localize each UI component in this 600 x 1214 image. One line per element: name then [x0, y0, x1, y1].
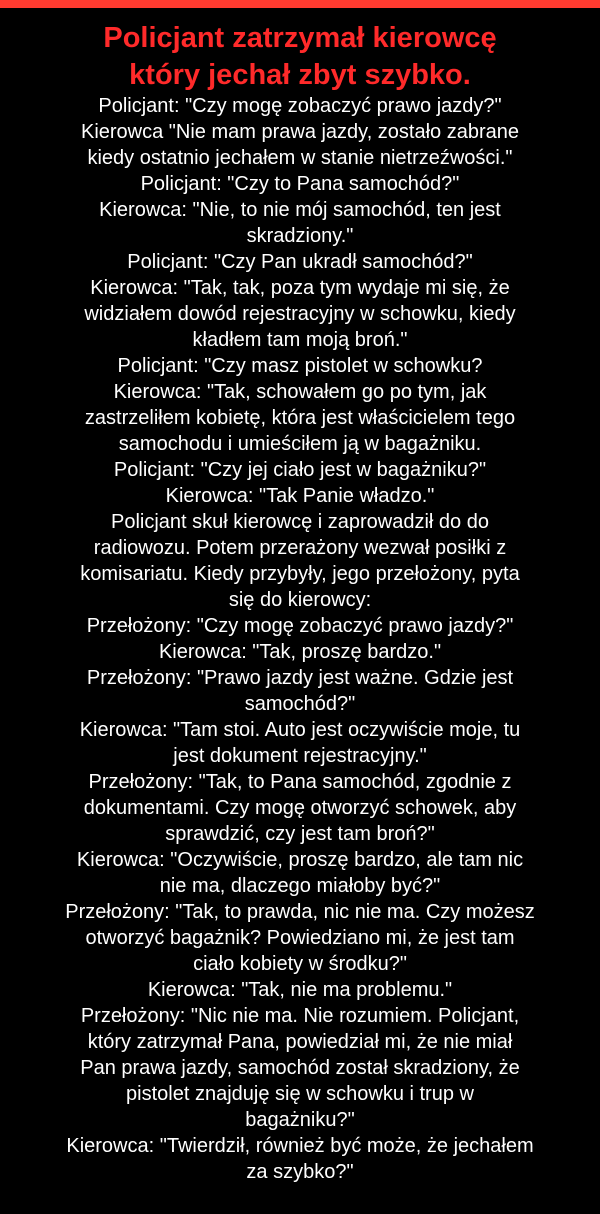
- story-line: Policjant: "Czy masz pistolet w schowku?: [117, 355, 483, 377]
- story-line: Przełożony: "Nic nie ma. Nie rozumiem. Policjant,: [80, 1005, 520, 1027]
- story-line: Kierowca: "Tam stoi. Auto jest oczywiście moje, tu: [79, 719, 521, 741]
- story-line: Kierowca: "Tak, tak, poza tym wydaje mi się, że: [90, 277, 510, 299]
- story-line: Przełożony: "Tak, to prawda, nic nie ma. Czy możesz: [65, 901, 535, 923]
- story-line: kiedy ostatnio jechałem w stanie nietrzeźwości.": [87, 147, 513, 169]
- story-line: który zatrzymał Pana, powiedział mi, że nie miał: [87, 1031, 513, 1053]
- story-line: kładłem tam moją broń.": [192, 329, 408, 351]
- story-line: Policjant: "Czy to Pana samochód?": [140, 173, 460, 195]
- headline-line-1: Policjant zatrzymał kierowcę: [103, 22, 497, 54]
- story-line: Kierowca: "Tak, nie ma problemu.": [147, 979, 453, 1001]
- story-line: bagażniku?": [245, 1109, 355, 1131]
- story-body: [20, 93, 580, 1185]
- story-line: widziałem dowód rejestracyjny w schowku, kiedy: [84, 303, 516, 325]
- story-line: pistolet znajduję się w schowku i trup w: [126, 1083, 474, 1105]
- top-accent-bar: [0, 0, 600, 8]
- story-line: Policjant skuł kierowcę i zaprowadził do do: [111, 511, 489, 533]
- story-line: Kierowca: "Tak, schowałem go po tym, jak: [113, 381, 487, 403]
- story-line: sprawdzić, czy jest tam broń?": [165, 823, 435, 845]
- story-line: zastrzeliłem kobietę, która jest właścicielem tego: [84, 407, 516, 429]
- headline: [0, 20, 600, 94]
- story-line: ciało kobiety w środku?": [193, 953, 407, 975]
- story-line: samochodu i umieściłem ją w bagażniku.: [118, 433, 482, 455]
- story-line: Kierowca: "Oczywiście, proszę bardzo, ale tam nic: [76, 849, 524, 871]
- story-line: Przełożony: "Czy mogę zobaczyć prawo jazdy?": [86, 615, 514, 637]
- story-line: Przełożony: "Tak, to Pana samochód, zgodnie z: [88, 771, 512, 793]
- story-line: się do kierowcy:: [228, 589, 372, 611]
- story-line: Przełożony: "Prawo jazdy jest ważne. Gdzie jest: [86, 667, 514, 689]
- story-line: Policjant: "Czy mogę zobaczyć prawo jazdy?": [98, 95, 502, 117]
- story-line: skradziony.": [246, 225, 354, 247]
- story-line: nie ma, dlaczego miałoby być?": [159, 875, 441, 897]
- headline-line-2: który jechał zbyt szybko.: [129, 59, 471, 91]
- story-line: Kierowca: "Tak Panie władzo.": [165, 485, 435, 507]
- story-line: Policjant: "Czy jej ciało jest w bagażniku?": [113, 459, 487, 481]
- story-line: dokumentami. Czy mogę otworzyć schowek, aby: [83, 797, 517, 819]
- story-line: otworzyć bagażnik? Powiedziano mi, że jest tam: [85, 927, 515, 949]
- story-line: Policjant: "Czy Pan ukradł samochód?": [127, 251, 473, 273]
- story-line: Kierowca: "Twierdził, również być może, że jechałem: [66, 1135, 534, 1157]
- story-line: Pan prawa jazdy, samochód został skradziony, że: [80, 1057, 520, 1079]
- story-line: jest dokument rejestracyjny.": [173, 745, 427, 767]
- story-line: za szybko?": [246, 1161, 354, 1183]
- story-line: samochód?": [244, 693, 356, 715]
- story-line: Kierowca: "Tak, proszę bardzo.": [158, 641, 442, 663]
- story-line: Kierowca: "Nie, to nie mój samochód, ten jest: [99, 199, 501, 221]
- story-line: komisariatu. Kiedy przybyły, jego przełożony, pyta: [80, 563, 520, 585]
- story-line: radiowozu. Potem przerażony wezwał posiłki z: [93, 537, 507, 559]
- story-line: Kierowca "Nie mam prawa jazdy, zostało zabrane: [80, 121, 520, 143]
